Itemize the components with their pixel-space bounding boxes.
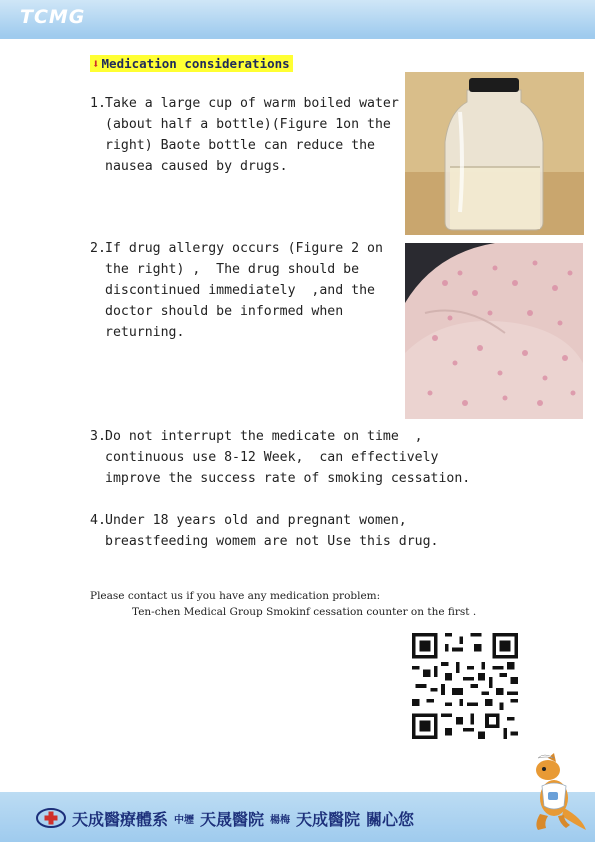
down-arrow-icon: ⬇ bbox=[92, 56, 100, 71]
top-divider bbox=[0, 36, 595, 39]
item-number: 1. bbox=[90, 96, 106, 111]
item-number: 3. bbox=[90, 429, 106, 444]
location-label-1: 中壢 bbox=[174, 814, 195, 826]
kangaroo-doctor-mascot-icon bbox=[518, 752, 588, 832]
item-text: Do not interrupt the medicate on time , continuous use 8-12 Week, can effectively improve the success rate of smoking cessation. bbox=[105, 429, 471, 486]
medical-cross-logo-icon bbox=[36, 808, 66, 828]
section-heading bbox=[90, 55, 293, 72]
qr-code[interactable] bbox=[412, 633, 518, 739]
contact-line-2: Ten-chen Medical Group Smokinf cessation counter on the first . bbox=[132, 606, 477, 618]
water-bottle-photo bbox=[405, 72, 584, 235]
location-label-2: 楊梅 bbox=[270, 814, 291, 826]
footer-banner bbox=[0, 792, 595, 842]
tcmg-logo: TCMG bbox=[20, 6, 86, 28]
slogan: 關心您 bbox=[366, 809, 415, 829]
top-banner bbox=[0, 0, 595, 38]
item-text: Take a large cup of warm boiled water (about half a bottle)(Figure 1on the right) Baote bottle can reduce the nausea caused by drugs. bbox=[105, 96, 399, 174]
item-number: 2. bbox=[90, 241, 106, 256]
item-text: If drug allergy occurs (Figure 2 on the right) , The drug should be discontinued immediately ,and the doctor should be informed when returning. bbox=[105, 241, 383, 340]
contact-line-1: Please contact us if you have any medication problem: bbox=[90, 590, 381, 602]
contact-info bbox=[90, 588, 476, 620]
section-heading-text: Medication considerations bbox=[101, 56, 290, 71]
item-text: Under 18 years old and pregnant women, breastfeeding womem are not Use this drug. bbox=[105, 513, 439, 549]
skin-rash-photo bbox=[405, 243, 583, 419]
hospital-name-1: 天晟醫院 bbox=[200, 809, 265, 829]
footer-hospital-line bbox=[36, 806, 414, 830]
item-number: 4. bbox=[90, 513, 106, 528]
hospital-name-2: 天成醫院 bbox=[296, 809, 361, 829]
group-name: 天成醫療體系 bbox=[72, 809, 169, 829]
